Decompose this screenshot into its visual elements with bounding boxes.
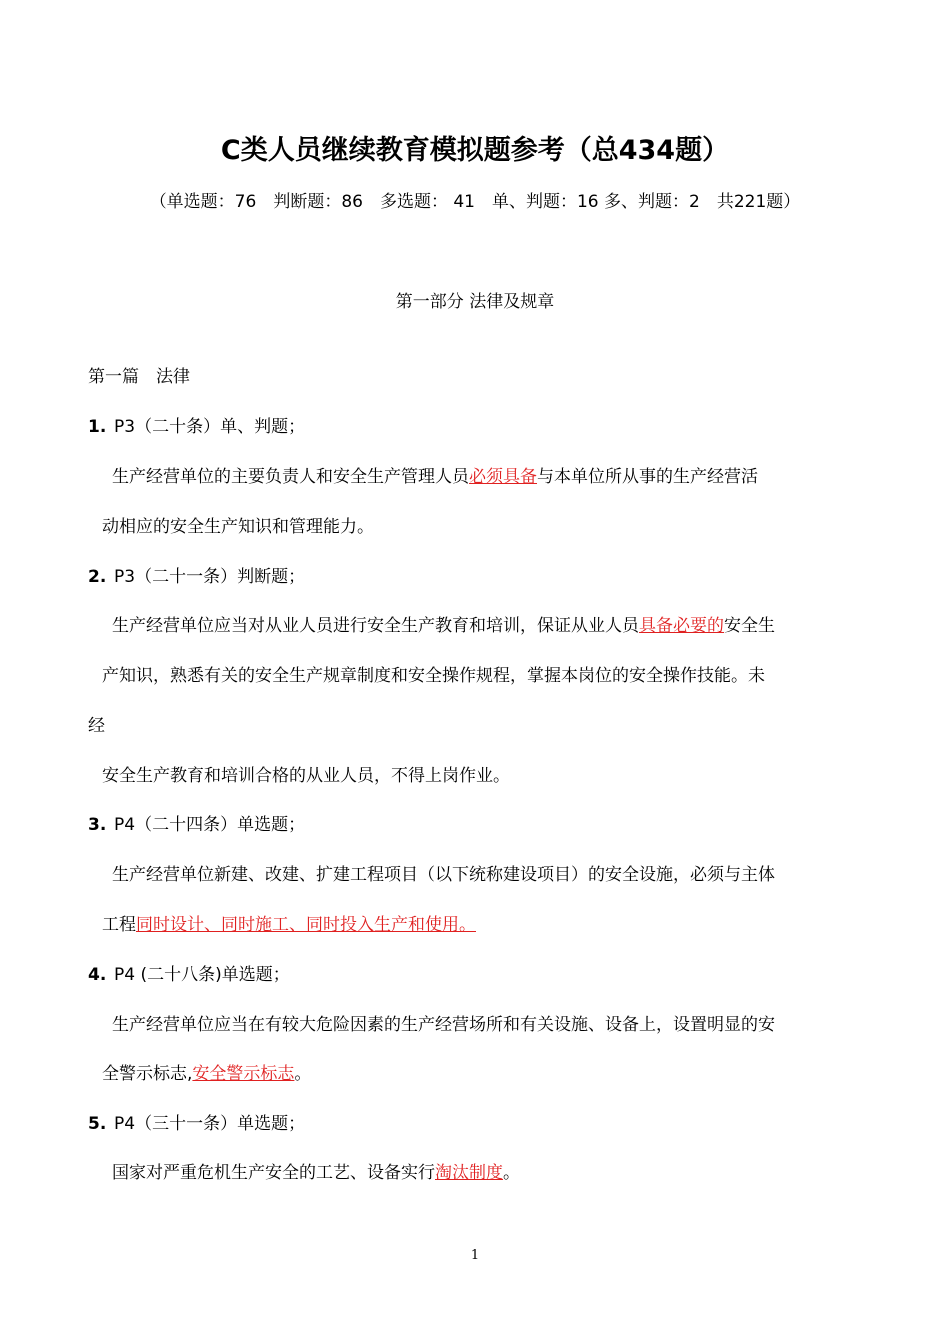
document-title: C类人员继续教育模拟题参考（总434题） xyxy=(220,135,730,166)
question-source: P3（二十一条）判断题； xyxy=(114,567,306,587)
chapter-heading: 第一篇 法律 xyxy=(88,367,190,387)
text-segment: 与本单位所从事的生产经营活 xyxy=(537,467,758,487)
question-number: 4. xyxy=(88,965,107,985)
question-text-line xyxy=(112,1158,520,1183)
part-heading: 第一部分 法律及规章 xyxy=(395,292,555,312)
question-text-line: 生产经营单位应当在有较大危险因素的生产经营场所和有关设施、设备上，设置明显的安 xyxy=(112,1015,775,1035)
text-segment: 。 xyxy=(503,1163,520,1183)
question-text-line: 经 xyxy=(88,716,105,736)
question-source: P4 (二十八条)单选题； xyxy=(114,965,290,985)
question-number: 3. xyxy=(88,815,107,835)
question-text-line xyxy=(102,910,476,935)
question-header xyxy=(88,562,305,587)
question-header xyxy=(88,960,290,985)
question-count-summary: （单选题：76 判断题：86 多选题： 41 单、判题：16 多、判题：2 共221题） xyxy=(149,192,801,212)
question-number: 2. xyxy=(88,567,107,587)
answer-highlight: 同时设计、同时施工、同时投入生产和使用。 xyxy=(136,915,476,935)
text-segment: 生产经营单位的主要负责人和安全生产管理人员 xyxy=(112,467,469,487)
question-text-line xyxy=(102,1059,311,1084)
question-text-line: 产知识，熟悉有关的安全生产规章制度和安全操作规程，掌握本岗位的安全操作技能。未 xyxy=(102,666,765,686)
question-text-line: 动相应的安全生产知识和管理能力。 xyxy=(102,517,374,537)
answer-highlight: 具备必要的 xyxy=(639,616,724,636)
question-text-line xyxy=(112,462,758,487)
answer-highlight: 安全警示标志 xyxy=(192,1064,295,1084)
question-source: P3（二十条）单、判题； xyxy=(114,417,306,437)
question-header xyxy=(88,810,305,835)
question-source: P4（三十一条）单选题； xyxy=(114,1114,306,1134)
question-text-line xyxy=(112,611,775,636)
text-segment: 生产经营单位应当对从业人员进行安全生产教育和培训，保证从业人员 xyxy=(112,616,639,636)
question-number: 5. xyxy=(88,1114,107,1134)
answer-highlight: 必须具备 xyxy=(469,467,537,487)
text-segment: 全警示标志, xyxy=(102,1064,193,1084)
question-text-line: 安全生产教育和培训合格的从业人员，不得上岗作业。 xyxy=(102,766,510,786)
text-segment: 工程 xyxy=(102,915,136,935)
text-segment: 。 xyxy=(294,1064,312,1084)
question-header xyxy=(88,412,305,437)
question-source: P4（二十四条）单选题； xyxy=(114,815,306,835)
question-header xyxy=(88,1109,305,1134)
text-segment: 安全生 xyxy=(724,616,775,636)
text-segment: 国家对严重危机生产安全的工艺、设备实行 xyxy=(112,1163,435,1183)
question-text-line: 生产经营单位新建、改建、扩建工程项目（以下统称建设项目）的安全设施，必须与主体 xyxy=(112,865,775,885)
question-number: 1. xyxy=(88,417,107,437)
page-number: 1 xyxy=(470,1248,480,1263)
answer-highlight: 淘汰制度 xyxy=(435,1163,503,1183)
